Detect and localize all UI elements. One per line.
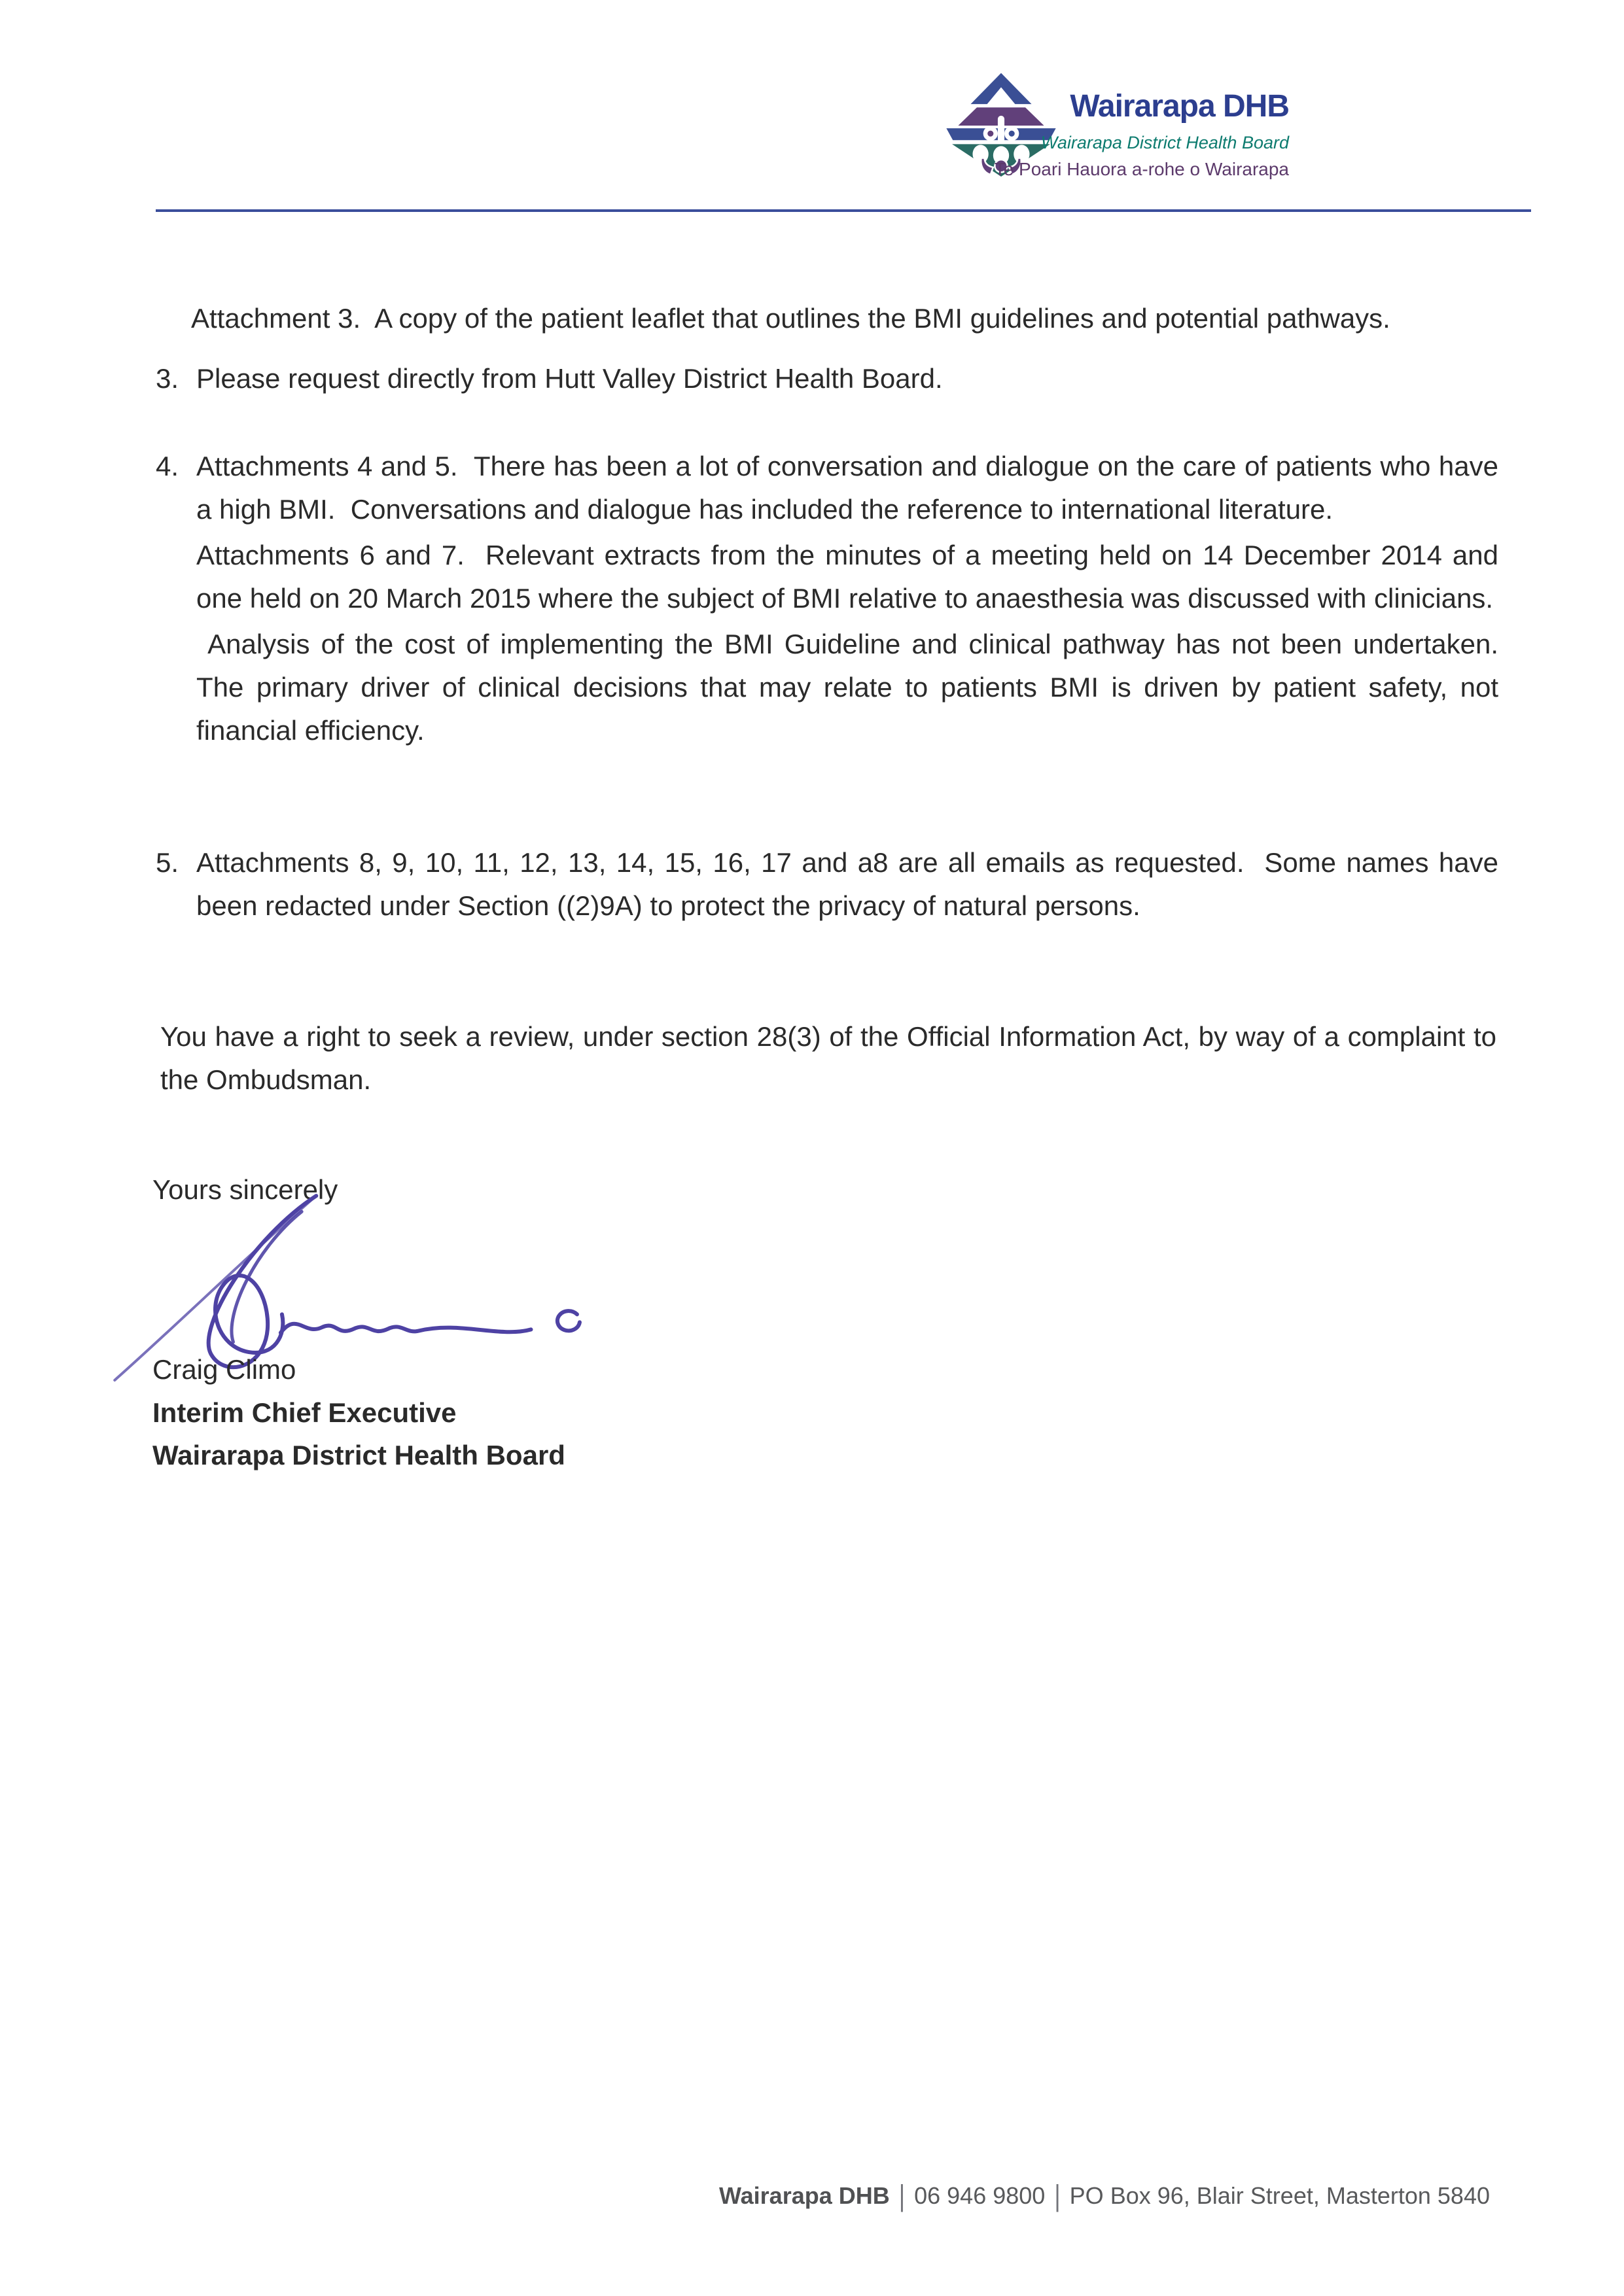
letter-footer: [719, 2178, 1490, 2212]
item-number: 3.: [156, 363, 179, 394]
header-divider-rule: [156, 209, 1531, 212]
item-5-text: Attachments 8, 9, 10, 11, 12, 13, 14, 15, 16, 17 and a8 are all emails as requested. Some names have been redacted under Section ((2)9A) to protect the privacy of natural persons.: [196, 847, 1506, 921]
list-item-3: [156, 357, 1498, 400]
footer-org: Wairarapa DHB: [719, 2182, 890, 2209]
footer-separator: |: [898, 2178, 906, 2212]
signatory-organisation: Wairarapa District Health Board: [152, 1440, 565, 1470]
list-item-4: [156, 445, 1514, 752]
attachment-3-note: Attachment 3. A copy of the patient leaflet that outlines the BMI guidelines and potential pathways.: [191, 303, 1390, 334]
ombudsman-review-paragraph: You have a right to seek a review, under section 28(3) of the Official Information Act, by way of a complaint to the Ombudsman.: [160, 1021, 1504, 1095]
footer-separator: |: [1054, 2178, 1061, 2212]
list-item-5: [156, 841, 1506, 928]
item-number: 5.: [156, 847, 179, 878]
item-3-text: Please request directly from Hutt Valley District Health Board.: [196, 363, 943, 394]
org-maori-name: Te Poari Hauora a-rohe o Wairarapa: [994, 158, 1289, 179]
handwritten-signature: [103, 1185, 671, 1383]
footer-phone: 06 946 9800: [914, 2182, 1046, 2209]
item-4-paragraph-2: Attachments 6 and 7. Relevant extracts from the minutes of a meeting held on 14 December 2014 and one held on 20 March 2015 where the subject of BMI relative to anaesthesia was discussed with clinicians.: [196, 540, 1506, 614]
salutation: Yours sincerely: [152, 1174, 338, 1205]
org-subtitle: Wairarapa District Health Board: [1040, 133, 1289, 153]
item-number: 4.: [156, 451, 179, 481]
org-title: Wairarapa DHB: [1070, 89, 1289, 124]
signatory-title: Interim Chief Executive: [152, 1397, 457, 1428]
item-4-paragraph-3: Analysis of the cost of implementing the BMI Guideline and clinical pathway has not been undertaken. The primary driver of clinical decisions that may relate to patients BMI is driven by patient safety, not financial efficiency.: [196, 629, 1514, 746]
item-4-paragraph-1: Attachments 4 and 5. There has been a lot of conversation and dialogue on the care of patients who have a high BMI. Conversations and dialogue has included the reference to international literature.: [196, 451, 1506, 525]
footer-address: PO Box 96, Blair Street, Masterton 5840: [1069, 2182, 1490, 2209]
signatory-name: Craig Climo: [152, 1354, 296, 1385]
letterhead-text-block: [962, 90, 1289, 179]
